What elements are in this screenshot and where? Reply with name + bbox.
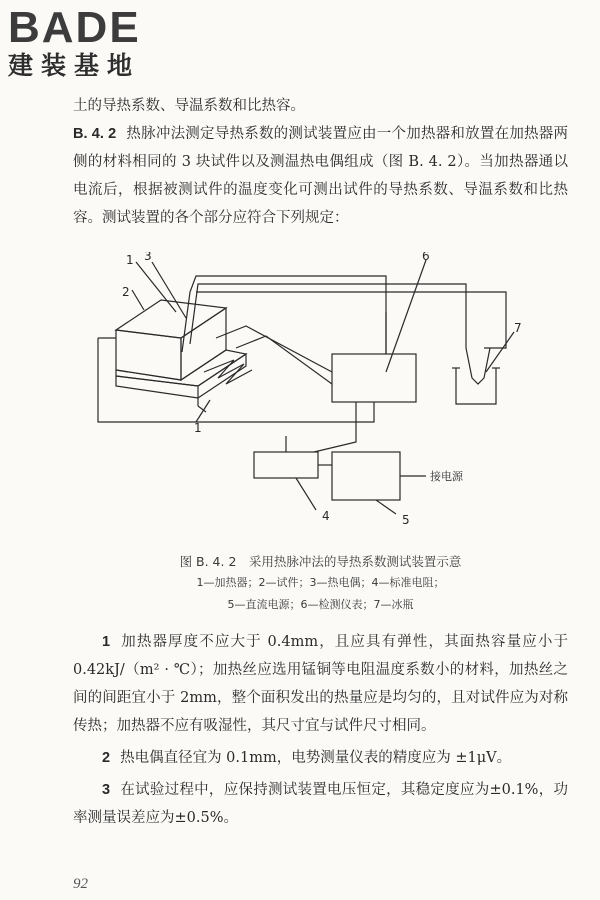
callout-4: 4 — [322, 509, 330, 523]
clause-text: 加热器厚度不应大于 0.4mm，且应具有弹性，其面热容量应小于 0.42kJ/（m² · ℃）；加热丝应选用锰铜等电阻温度系数小的材料，加热丝之间的间距宜小于 2mm，整个面积发出的热量应是均匀的，且对试件应为对称传热；加热器不应有吸湿性，其尺寸宜与试件尺寸相同。 — [73, 634, 568, 734]
callout-1-top: 1 — [126, 253, 134, 267]
figure-legend-line-1: 1—加热器；2—试件；3—热电偶；4—标准电阻； — [196, 576, 445, 589]
clause-text: 热电偶直径宜为 0.1mm，电势测量仪表的精度应为 ±1μV。 — [120, 750, 512, 766]
figure-legend-line-2: 5—直流电源；6—检测仪表；7—冰瓶 — [227, 598, 414, 611]
clause-number: 2 — [102, 750, 111, 766]
specimen-side-face — [181, 308, 226, 380]
ice-bottle — [456, 368, 496, 404]
logo-subtitle: 建装基地 — [8, 51, 141, 80]
clause-number: 1 — [102, 634, 111, 650]
clause-text: 在试验过程中，应保持测试装置电压恒定，其稳定度应为±0.1%，功率测量误差应为±0.5%。 — [73, 782, 568, 826]
standard-resistor — [254, 452, 318, 478]
clause-list — [73, 628, 568, 836]
callout-7: 7 — [514, 321, 522, 335]
clause-item — [73, 744, 568, 772]
power-label: 接电源 — [430, 470, 463, 483]
clause-number: 3 — [102, 782, 111, 798]
clause-item — [73, 628, 568, 740]
detection-instrument — [332, 354, 416, 402]
clause-item — [73, 776, 568, 832]
continued-line: 土的导热系数、导温系数和比热容。 — [73, 98, 305, 114]
thermocouple-lead-b — [190, 284, 466, 348]
logo-wordmark: BADE — [8, 3, 141, 52]
specimen-front-face — [116, 330, 181, 380]
callout-5: 5 — [402, 513, 410, 527]
dc-power-supply — [332, 452, 400, 500]
callout-1-bottom: 1 — [194, 421, 202, 435]
section-body — [73, 92, 568, 232]
site-logo — [8, 4, 178, 80]
page-number: 92 — [73, 876, 88, 892]
apparatus-diagram — [86, 252, 566, 552]
section-number: B. 4. 2 — [73, 126, 117, 142]
callout-2: 2 — [122, 285, 130, 299]
figure-caption: 图 B. 4. 2 采用热脉冲法的导热系数测试装置示意 — [179, 554, 462, 569]
callout-3: 3 — [144, 252, 152, 263]
section-text: 热脉冲法测定导热系数的测试装置应由一个加热器和放置在加热器两侧的材料相同的 3 块试件以及测温热电偶组成（图 B. 4. 2）。当加热器通以电流后，根据被测试件的温度变化可测出试件的导热系数、导温系数和比热容。测试装置的各个部分应符合下列规定： — [73, 126, 568, 226]
callout-6: 6 — [422, 252, 430, 263]
section-paragraph — [73, 120, 568, 232]
thermocouple-lead-a — [182, 276, 386, 354]
